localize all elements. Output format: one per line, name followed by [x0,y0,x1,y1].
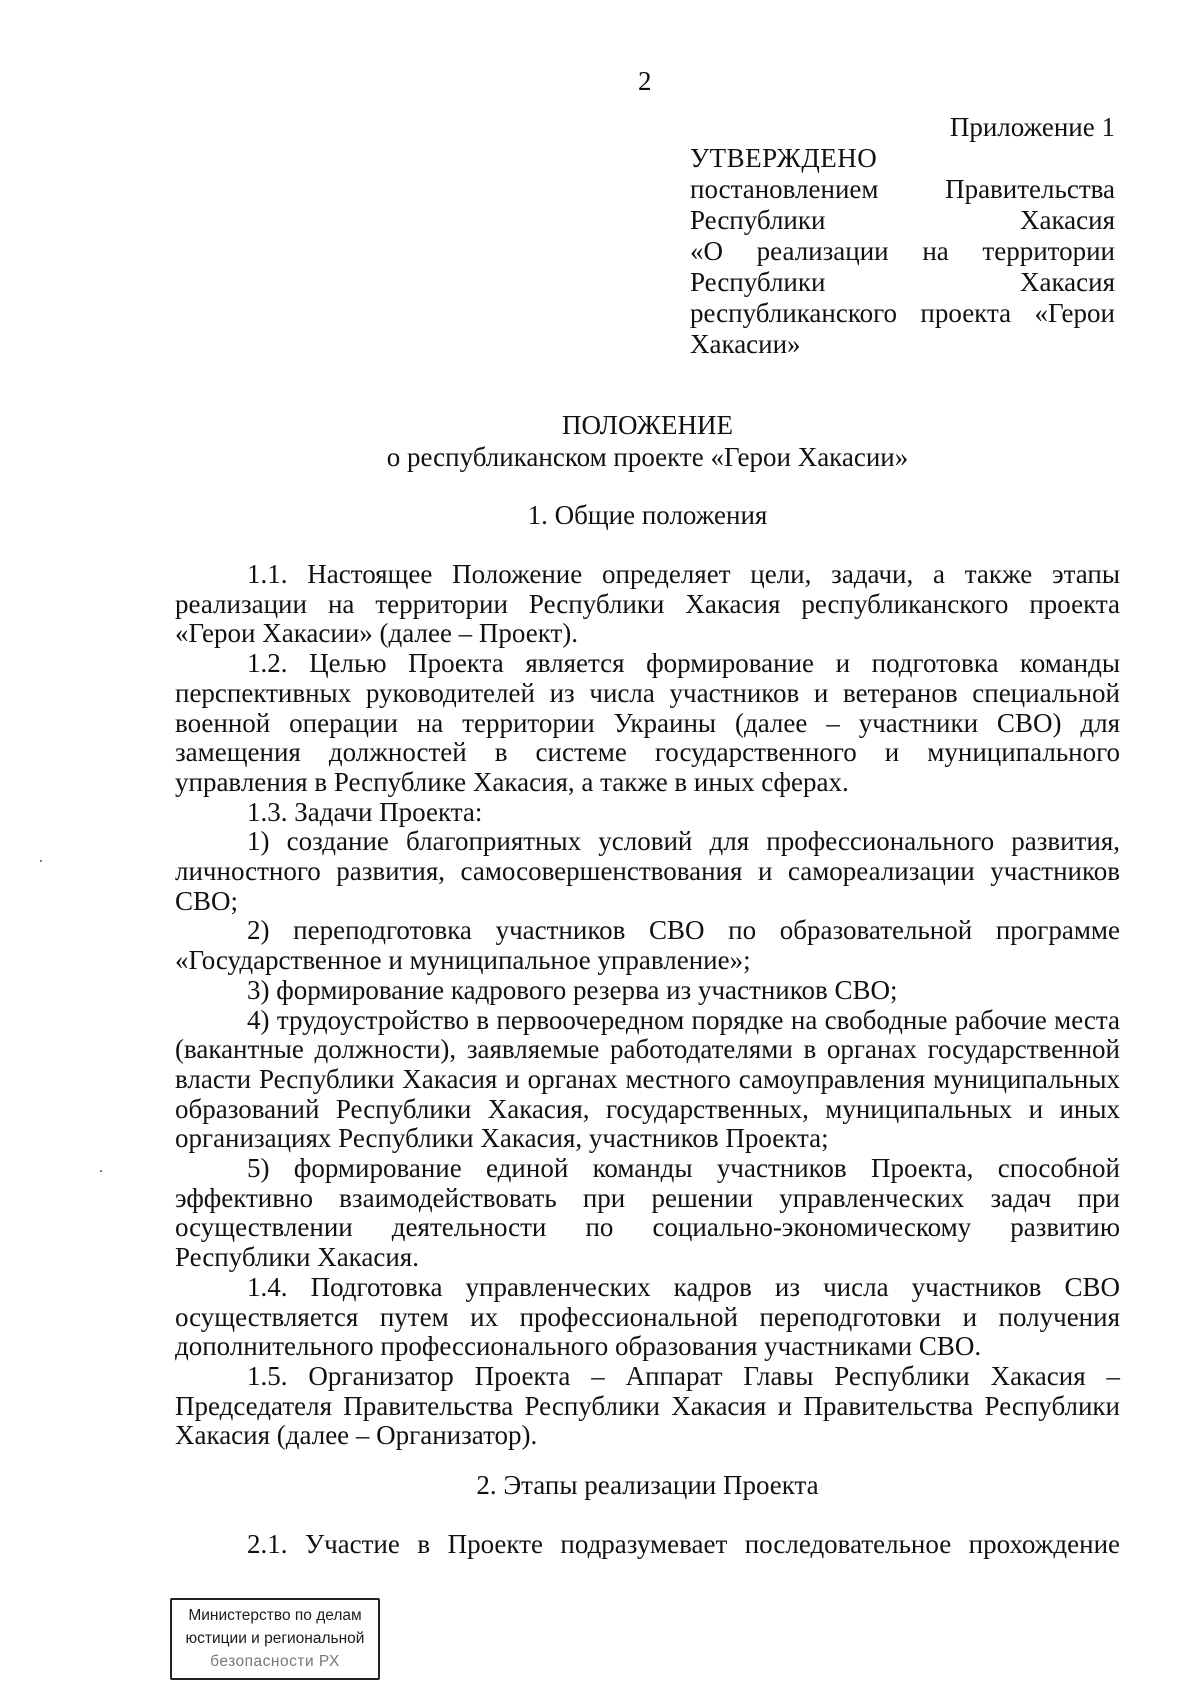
paragraph-1-2: 1.2. Целью Проекта является формирование и подготовка команды перспективных руководителей из числа участников и ветеранов специальной военной операции на территории Украины (далее – участники СВО) для замещения должностей в системе государственного и муниципального управления в Республике Хакасия, а также в иных сферах. [175,648,1120,797]
approval-line [690,236,1115,267]
stamp-line-2: юстиции и региональной [185,1630,365,1647]
approval-word: территории [982,236,1115,266]
approval-word: проекта [920,298,1012,328]
approval-word: «Герои [1034,298,1115,328]
section-1-heading: 1. Общие положения [527,500,768,530]
section-1-body [175,560,1120,1451]
paragraph-1-5: 1.5. Организатор Проекта – Аппарат Главы Республики Хакасия – Председателя Правительства Республики Хакасия и Правительства Республики Хакасия (далее – Организатор). [175,1360,1120,1451]
approval-word: Правительства [945,174,1115,204]
paragraph-1-4: 1.4. Подготовка управленческих кадров из числа участников СВО осуществляется путем их профессиональной переподготовки и получения дополнительного профессионального образования участниками СВО. [175,1271,1120,1362]
approval-word: постановлением [690,174,879,204]
document-subtitle: о республиканском проекте «Герои Хакасии» [386,442,909,472]
approval-line [690,298,1115,329]
approval-block [690,142,1115,360]
document-title: ПОЛОЖЕНИЕ [562,410,733,440]
task-item-4: 4) трудоустройство в первоочередном порядке на свободные рабочие места (вакантные должности), заявляемые работодателями в органах государственной власти Республики Хакасия и органах местного самоуправления муниципальных образований Республики Хакасия, государственных, муниципальных и иных организациях Республики Хакасия, участников Проекта; [175,1004,1120,1154]
approval-word: реализации [756,236,889,266]
stamp-line-3: безопасности РХ [210,1653,340,1670]
approval-word: Республики [690,267,826,297]
task-item-2: 2) переподготовка участников СВО по образовательной программе «Государственное и муниципальное управление»; [175,915,1120,976]
approval-word: Хакасия [1019,267,1115,297]
section-2-body [175,1530,1120,1560]
approval-word: Хакасия [1019,205,1115,235]
approval-line [690,267,1115,298]
page-number: 2 [638,66,652,96]
approval-word: Республики [690,205,826,235]
section-2-heading: 2. Этапы реализации Проекта [476,1470,819,1500]
approval-title: УТВЕРЖДЕНО [690,143,878,173]
approval-line [690,205,1115,236]
stamp-line-1: Министерство по делам [188,1607,362,1624]
task-item-3: 3) формирование кадрового резерва из участников СВО; [247,974,898,1005]
task-item-1: 1) создание благоприятных условий для профессионального развития, личностного развития, самосовершенствования и самореализации участников СВО; [175,826,1120,916]
task-item-5: 5) формирование единой команды участников Проекта, способной эффективно взаимодействовать при решении управленческих задач при осуществлении деятельности по социально-экономическому развитию Республики Хакасия. [175,1153,1120,1273]
appendix-label: Приложение 1 [949,112,1115,142]
paragraph-2-1: 2.1. Участие в Проекте подразумевает последовательное прохождение [247,1529,1120,1559]
paragraph-1-3: 1.3. Задачи Проекта: [247,796,483,827]
approval-line [690,174,1115,205]
approval-line: Хакасии» [690,329,801,359]
registration-stamp [170,1598,380,1680]
scan-speck [100,1170,102,1172]
approval-word: «О [690,236,723,266]
scan-speck [40,860,42,862]
approval-word: на [922,236,949,266]
paragraph-1-1: 1.1. Настоящее Положение определяет цели, задачи, а также этапы реализации на территории Республики Хакасия республиканского проекта «Герои Хакасии» (далее – Проект). [175,559,1120,649]
approval-word: республиканского [690,298,897,328]
